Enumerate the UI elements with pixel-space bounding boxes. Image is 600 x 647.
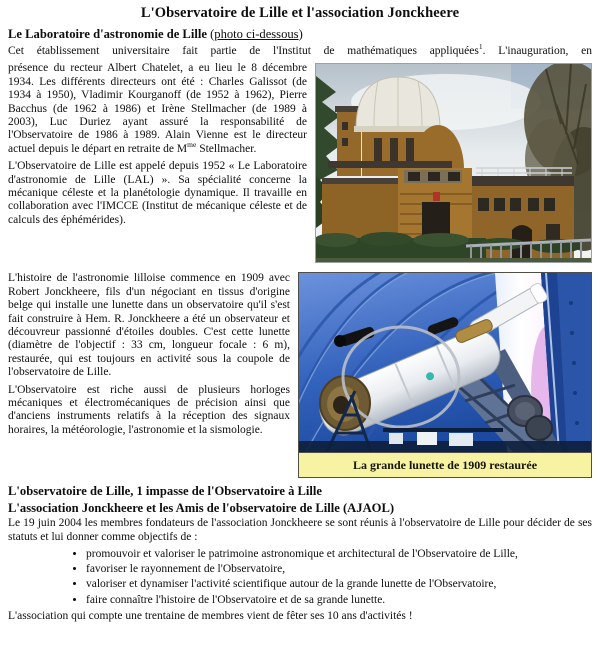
intro-text-end: . L'inauguration, en [482, 45, 592, 57]
heading-laboratoire [8, 27, 592, 42]
paragraph-directors [8, 62, 307, 156]
ground-strip [316, 258, 591, 262]
histoire-text-column [8, 272, 290, 441]
footnote-ref: 1 [478, 42, 483, 52]
paren-close: ) [298, 27, 303, 41]
paragraph-lal: L'Observatoire de Lille est appelé depuis 1952 « Le Laboratoire d'astronomie de Lille (LAL) ». Sa spécialité concerne la mécanique céleste et la planétologie dynamique. Il travaille en collaboration avec l'IMCCE (Institut de mécanique céleste et de calculs des éphémérides). [8, 160, 307, 226]
laboratoire-text-column [8, 62, 307, 231]
directors-text: présence du recteur Albert Chatelet, a eu lieu le 8 décembre 1934. Les différents directeurs ont été : Charles Galissot (de 1934 à 1950), Vladimir Kourganoff (de 1952 à 1962), Pierre Bacchus (de 1962 à 1986) et Irène Stellmacher (de 1989 à 2003), Luc Duriez ayant assuré la responsabilité de l'Observatoire de 1986 à 1989. Alain Vienne est le directeur actuel depuis le départ en retraite de M [8, 62, 307, 155]
section-laboratoire [8, 62, 592, 263]
intro-text: Cet établissement universitaire fait partie de l'Institut de mathématiques appliquées [8, 45, 479, 57]
photo-ci-dessous-link[interactable]: photo ci-dessous [214, 27, 299, 41]
telescope-dome-illustration [299, 273, 591, 452]
paragraph-anniversaire: L'association qui compte une trentaine de membres vient de fêter ses 10 ans d'activités ! [8, 610, 413, 623]
page-title: L'Observatoire de Lille et l'association Jonckheere [140, 5, 460, 21]
paragraph-intro-line [8, 42, 592, 58]
directors-text-end: Stellmacher. [196, 142, 257, 155]
objective-item: • promouvoir et valoriser le patrimoine astronomique et architectural de l'Observatoire de Lille, [86, 548, 592, 562]
roof-band-upper [328, 161, 452, 168]
heading-association: L'association Jonckheere et les Amis de l'observatoire de Lille (AJAOL) [8, 501, 395, 516]
paren-open: ( [206, 27, 215, 41]
heading-address: L'observatoire de Lille, 1 impasse de l'Observatoire à Lille [8, 484, 323, 499]
objective-item: • faire connaître l'histoire de l'Observatoire et de sa grande lunette. [86, 594, 592, 608]
mme-superscript: me [187, 140, 197, 150]
paragraph-fondation: Le 19 juin 2004 les membres fondateurs de l'association Jonckheere se sont réunis à l'observatoire de Lille pour décider de ses statuts et lui donner comme objectifs de : [8, 517, 592, 543]
photo-caption [299, 452, 591, 477]
paragraph-jonckheere: L'histoire de l'astronomie lilloise commence en 1909 avec Robert Jonckheere, fils d'un négociant en tissus d'origine belge qui installe une lunette dans un observatoire qu'il s'est fait construire à Hem. R. Jonckheere a été un observateur et découvreur passionné d'étoiles doubles. C'est cette lunette (diamètre de l'objectif : 33 cm, longueur focale : 6 m), restaurée, qui est toujours en activité sous la coupole de l'observatoire de Lille. [8, 272, 290, 379]
objective-item: • favoriser le rayonnement de l'Observatoire, [86, 563, 592, 577]
heading-laboratoire-text: Le Laboratoire d'astronomie de Lille [8, 27, 207, 41]
photo-observatory-building [315, 63, 592, 263]
observatory-building-illustration [316, 64, 591, 262]
objective-item: • valoriser et dynamiser l'activité scientifique autour de la grande lunette de l'Observatoire, [86, 578, 592, 592]
photo-telescope [298, 272, 592, 478]
objectives-list [8, 548, 592, 607]
photo-caption-text: La grande lunette de 1909 restaurée [352, 457, 538, 472]
section-histoire [8, 272, 592, 478]
paragraph-instruments: L'Observatoire est riche aussi de plusieurs horloges mécaniques et électromécaniques de précision ainsi que d'anciens instruments relatifs à la réception des signaux horaires, la météorologie, l'astronomie et la sismologie. [8, 383, 290, 436]
